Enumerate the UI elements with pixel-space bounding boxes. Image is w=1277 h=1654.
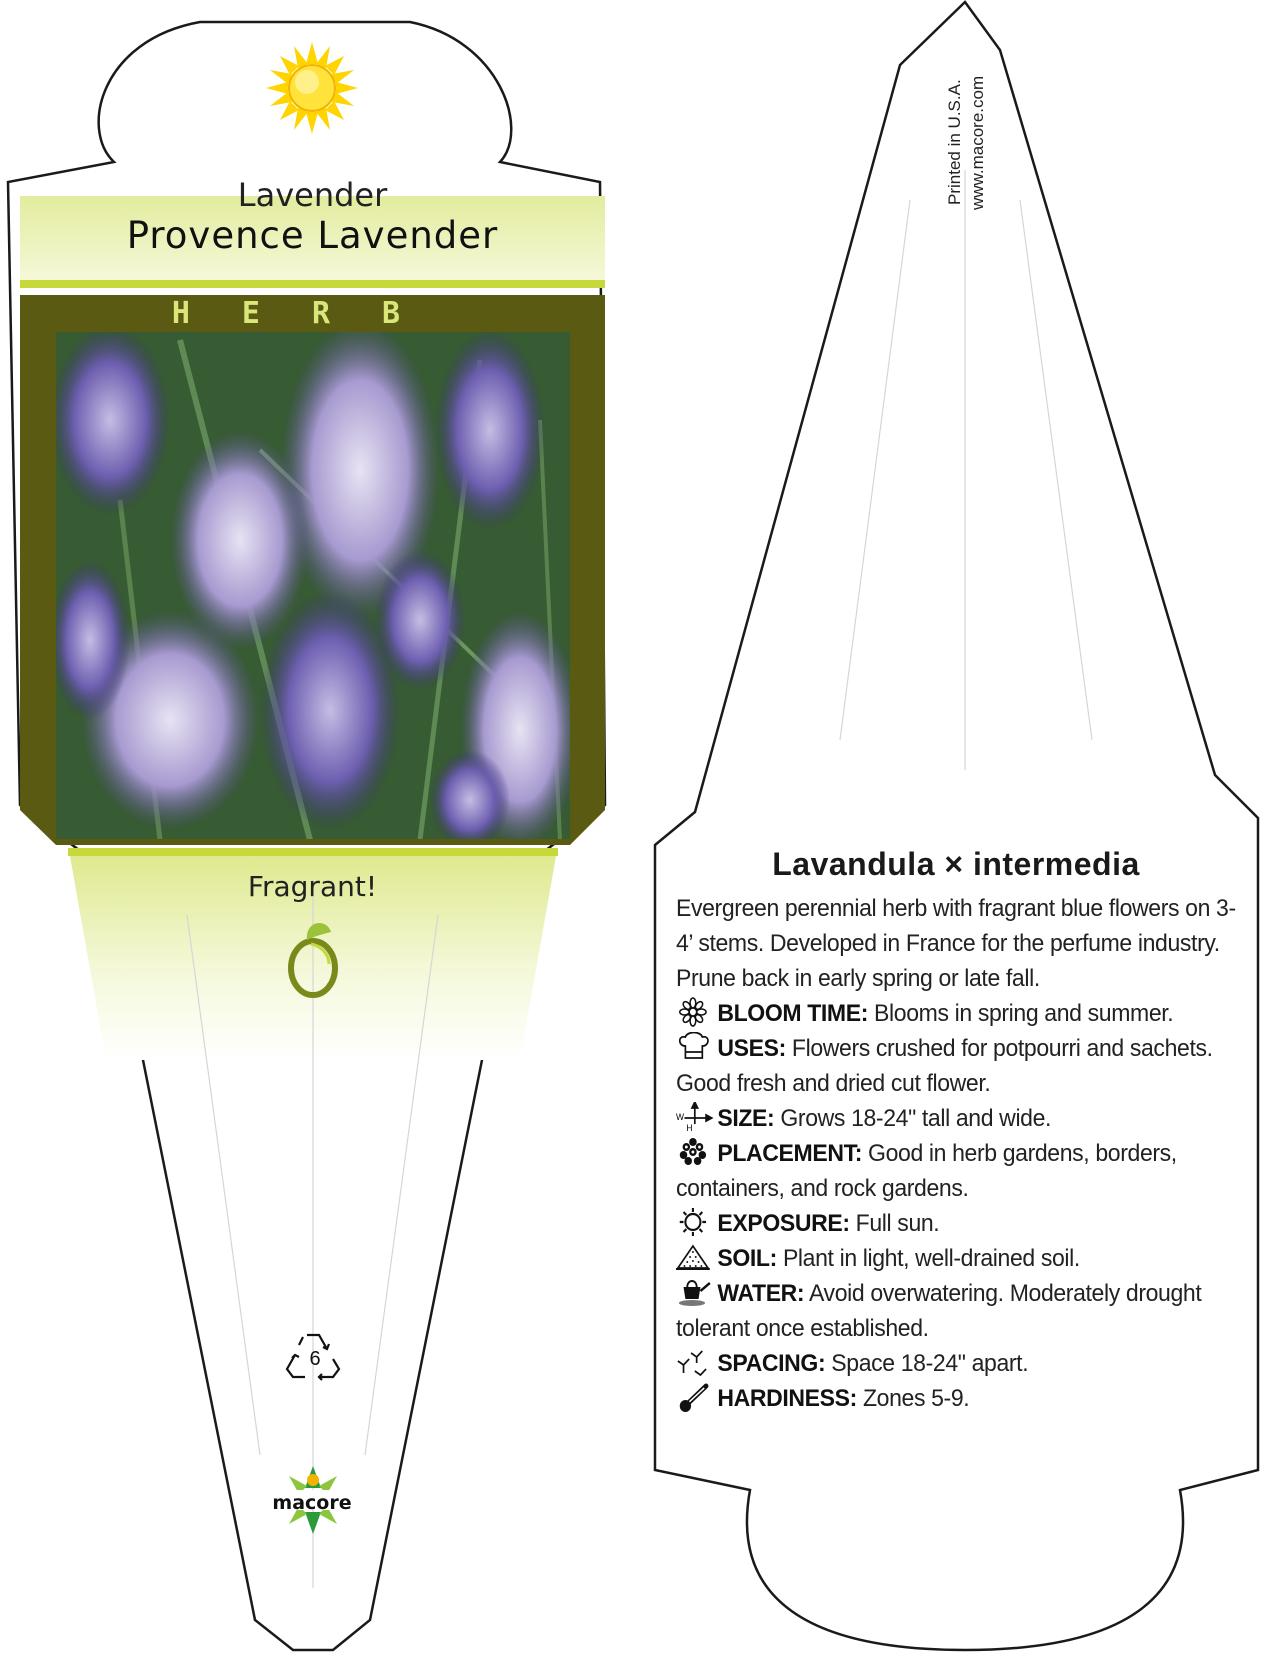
attr-text: Grows 18-24" tall and wide. bbox=[780, 1105, 1052, 1132]
attr-spacing bbox=[676, 1346, 1240, 1381]
tagline: Fragrant! bbox=[247, 870, 378, 903]
attr-label: USES: bbox=[717, 1035, 786, 1062]
attr-label: PLACEMENT: bbox=[717, 1140, 863, 1167]
botanical-name: Lavandula × intermedia bbox=[772, 846, 1140, 882]
thermometer-icon bbox=[676, 1382, 714, 1412]
attr-water bbox=[676, 1276, 1240, 1346]
recycle-number: 6 bbox=[309, 1348, 321, 1370]
attr-uses bbox=[676, 1031, 1240, 1101]
attr-placement bbox=[676, 1136, 1240, 1206]
chef-hat-icon bbox=[676, 1032, 714, 1062]
attr-hardiness bbox=[676, 1381, 1240, 1416]
category-label: HERB bbox=[171, 296, 453, 331]
attr-text: Avoid overwatering. Moderately drought tolerant once established. bbox=[676, 1280, 1202, 1342]
attr-label: SOIL: bbox=[717, 1245, 777, 1272]
logo-text: macore bbox=[272, 1492, 352, 1514]
attr-label: SPACING: bbox=[717, 1350, 826, 1377]
spacing-icon bbox=[676, 1347, 714, 1377]
attr-text: Flowers crushed for potpourri and sachets. Good fresh and dried cut flower. bbox=[676, 1035, 1213, 1097]
common-name: Lavender bbox=[237, 176, 388, 214]
svg-text:H: H bbox=[686, 1122, 693, 1132]
attr-soil bbox=[676, 1241, 1240, 1276]
plant-cluster-icon bbox=[676, 1137, 714, 1167]
attr-text: Good in herb gardens, borders, containers, and rock gardens. bbox=[676, 1140, 1177, 1202]
sun-outline-icon bbox=[676, 1207, 714, 1237]
attr-bloom-time bbox=[676, 996, 1240, 1031]
attr-text: Zones 5-9. bbox=[862, 1385, 970, 1412]
website-url: www.macore.com bbox=[968, 75, 987, 210]
attr-text: Space 18-24" apart. bbox=[831, 1350, 1029, 1377]
printed-in-usa: Printed in U.S.A. bbox=[945, 79, 964, 205]
attr-text: Plant in light, well-drained soil. bbox=[782, 1245, 1080, 1272]
attr-label: BLOOM TIME: bbox=[717, 1000, 869, 1027]
soil-icon bbox=[676, 1242, 714, 1272]
attr-text: Blooms in spring and summer. bbox=[874, 1000, 1174, 1027]
attr-size bbox=[676, 1101, 1240, 1136]
watering-can-icon bbox=[676, 1277, 714, 1307]
care-info-panel bbox=[676, 846, 1246, 1416]
svg-text:W: W bbox=[676, 1111, 684, 1123]
attr-label: EXPOSURE: bbox=[717, 1210, 850, 1237]
plant-description: Evergreen perennial herb with fragrant blue flowers on 3-4’ stems. Developed in France for the perfume industry. Prune back in early spring or late fall. bbox=[676, 895, 1236, 992]
size-arrows-icon bbox=[676, 1102, 714, 1132]
attr-label: SIZE: bbox=[717, 1105, 775, 1132]
attr-label: WATER: bbox=[717, 1280, 805, 1307]
attr-label: HARDINESS: bbox=[717, 1385, 857, 1412]
lavender-photo bbox=[50, 320, 580, 850]
attr-exposure bbox=[676, 1206, 1240, 1241]
cultivar-name: Provence Lavender bbox=[126, 214, 499, 257]
flower-icon bbox=[676, 997, 714, 1027]
attr-text: Full sun. bbox=[855, 1210, 940, 1237]
